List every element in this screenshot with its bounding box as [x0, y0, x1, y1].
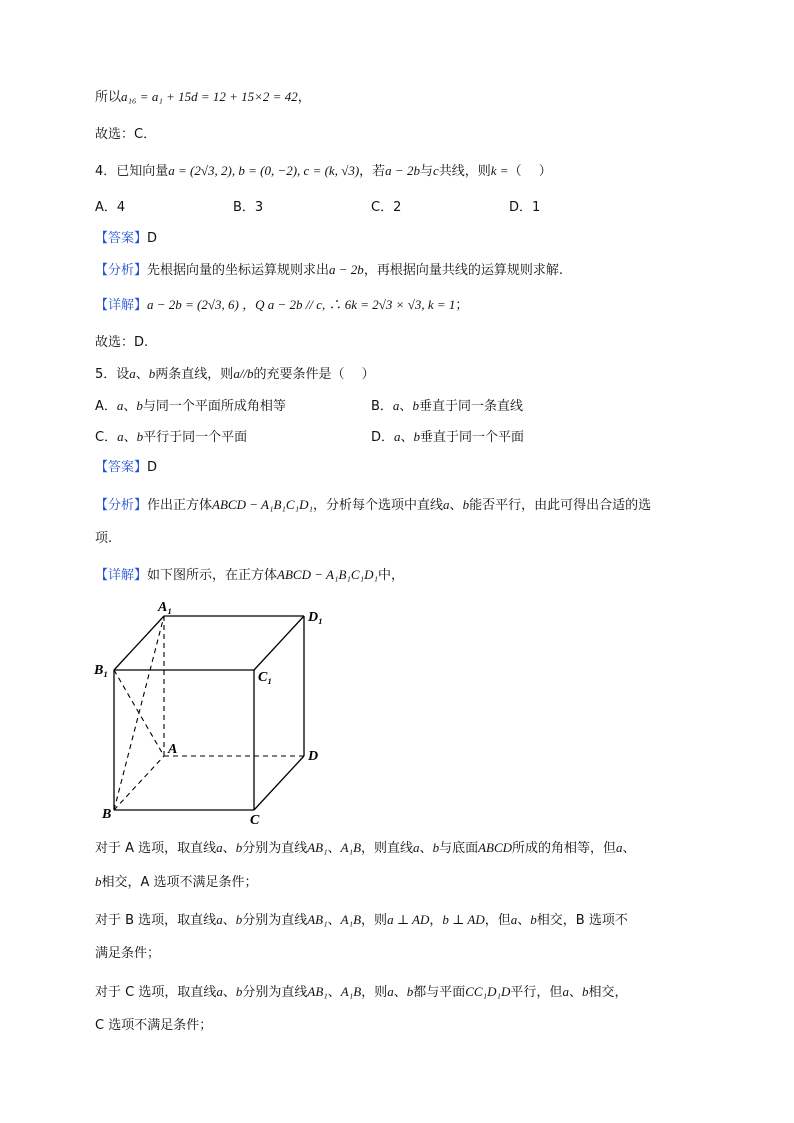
prev-prefix: 所以 — [95, 90, 122, 105]
sep: 、 — [419, 841, 433, 856]
analysis-text: 能否平行，由此可得出合适的选 — [469, 498, 652, 513]
label-c1: C₁ — [258, 670, 273, 685]
var-b: b — [581, 984, 589, 999]
var-a: a — [116, 398, 124, 413]
q4-analysis — [95, 261, 563, 280]
prev-result-line — [95, 88, 311, 107]
q4-option-c: C．2 — [371, 200, 402, 215]
text: ，则 — [361, 985, 388, 1000]
q5-option-d — [371, 428, 524, 447]
var-b: b — [235, 912, 243, 927]
option-letter: C． — [95, 430, 118, 445]
var-a: a — [562, 984, 569, 999]
q4-answer — [95, 230, 157, 248]
q5-stem-text: 5．设 — [95, 367, 130, 382]
plane-cc1d1d: CC₁D₁D — [465, 984, 511, 999]
var-b: b — [530, 912, 537, 927]
edge-c1-d1 — [254, 616, 304, 670]
cube-name: ABCD − A₁B₁C₁D₁ — [212, 497, 314, 512]
text: 分别为直线 — [242, 985, 308, 1000]
sep: 、 — [123, 399, 137, 414]
text: 都与平面 — [413, 985, 466, 1000]
var-a: a — [392, 398, 400, 413]
q4-stem-text: 4．已知向量 — [95, 164, 169, 179]
option-letter: B． — [371, 399, 393, 414]
text: 对于 A 选项，取直线 — [95, 841, 217, 856]
text: 相交，B 选项不 — [536, 913, 628, 928]
label-d1: D₁ — [308, 610, 323, 625]
var-b: b — [136, 398, 143, 413]
answer-value: D — [147, 460, 158, 475]
text: 分别为直线 — [242, 841, 308, 856]
text: 与底面 — [439, 841, 479, 856]
detail-end: ； — [455, 298, 469, 313]
sep: 、 — [517, 913, 531, 928]
var-a: a — [443, 497, 450, 512]
cube-figure — [92, 596, 342, 826]
var-b: b — [136, 429, 144, 444]
detail-text: 如下图所示，在正方体 — [147, 568, 278, 583]
var-a: a — [387, 984, 394, 999]
detail-formula: a − 2b = (2√3, 6) ，Q a − 2b // c, ∴ 6k = 2√3 × √3, k = 1 — [147, 297, 456, 312]
optA-line1 — [95, 839, 636, 858]
text: 相交，A 选项不满足条件； — [101, 875, 258, 890]
label-a: A — [168, 742, 178, 757]
sep: 、 — [327, 913, 341, 928]
label-a1: A₁ — [158, 600, 173, 615]
perp-expr: b ⊥ AD — [442, 912, 485, 927]
q4-stem-text: 共线，则 — [438, 164, 491, 179]
edge-c-d — [254, 756, 304, 810]
q4-detail — [95, 296, 468, 315]
q5-analysis-line2: 项. — [95, 531, 113, 546]
line-a1b: A₁B — [340, 912, 362, 927]
q5-option-b — [371, 397, 523, 416]
sep: 、 — [393, 985, 407, 1000]
q4-stem-text: 与 — [419, 164, 433, 179]
sep: 、 — [622, 841, 636, 856]
sep: 、 — [327, 841, 341, 856]
q5-option-a — [95, 397, 286, 416]
var-a: a — [216, 912, 223, 927]
plane-abcd: ABCD — [478, 840, 513, 855]
var-a: a — [216, 984, 223, 999]
analysis-tag: 【分析】 — [95, 263, 148, 278]
q4-stem-text: （ ） — [508, 164, 552, 179]
q4-expr: a − 2b — [385, 163, 420, 178]
analysis-tag: 【分析】 — [95, 498, 148, 513]
option-letter: A． — [95, 399, 117, 414]
line-a1b: A₁B — [340, 840, 362, 855]
var-a: a — [616, 840, 623, 855]
var-a: a — [413, 840, 420, 855]
optB-line1 — [95, 911, 628, 930]
q5-analysis-line1 — [95, 496, 651, 515]
diag-b-a1 — [114, 616, 164, 810]
optC-line1 — [95, 983, 627, 1002]
var-b: b — [462, 497, 470, 512]
text: 对于 C 选项，取直线 — [95, 985, 217, 1000]
option-text: 与同一个平面所成角相等 — [142, 399, 286, 414]
cube-name: ABCD − A₁B₁C₁D₁ — [277, 567, 379, 582]
label-b: B — [102, 807, 112, 822]
sep: 、 — [400, 430, 414, 445]
var-b: b — [406, 984, 414, 999]
label-d: D — [308, 749, 319, 764]
label-c: C — [250, 813, 260, 826]
var-b: b — [412, 398, 419, 413]
text: ，但 — [484, 913, 511, 928]
text: 所成的角相等，但 — [512, 841, 617, 856]
line-a1b: A₁B — [340, 984, 362, 999]
sep: 、 — [123, 430, 137, 445]
q4-choose: 故选：D. — [95, 335, 149, 350]
text: ，则 — [361, 913, 388, 928]
q5-stem-text: 两条直线，则 — [155, 367, 234, 382]
var-a: a — [394, 429, 401, 444]
line-ab1: AB₁ — [307, 840, 328, 855]
sep: 、 — [327, 985, 341, 1000]
var-a: a — [129, 366, 136, 381]
text: 对于 B 选项，取直线 — [95, 913, 217, 928]
sep: 、 — [222, 985, 236, 1000]
var-b: b — [413, 429, 421, 444]
answer-tag: 【答案】 — [95, 231, 148, 246]
q5-answer — [95, 459, 157, 477]
analysis-text: 先根据向量的坐标运算规则求出 — [147, 263, 330, 278]
text: 分别为直线 — [242, 913, 308, 928]
analysis-text: ，分析每个选项中直线 — [313, 498, 444, 513]
sep: 、 — [222, 841, 236, 856]
q4-k: k = — [490, 163, 509, 178]
analysis-text: ，再根据向量共线的运算规则求解. — [363, 263, 563, 278]
q4-stem-text: ，若 — [359, 164, 386, 179]
detail-tag: 【详解】 — [95, 298, 148, 313]
var-a: a — [510, 912, 518, 927]
var-b: b — [95, 874, 102, 889]
q4-option-b: B．3 — [233, 200, 264, 215]
var-b: b — [235, 840, 243, 855]
optB-line2: 满足条件； — [95, 946, 161, 961]
var-b: b — [432, 840, 440, 855]
q4-option-a: A．4 — [95, 200, 126, 215]
sep: 、 — [222, 913, 236, 928]
optC-line2: C 选项不满足条件； — [95, 1018, 213, 1033]
parallel-expr: a//b — [233, 366, 254, 381]
line-ab1: AB₁ — [307, 912, 328, 927]
line-ab1: AB₁ — [307, 984, 328, 999]
option-text: 平行于同一个平面 — [143, 430, 248, 445]
sep: 、 — [449, 498, 463, 513]
var-b: b — [148, 366, 156, 381]
sep: 、 — [135, 367, 149, 382]
q4-stem — [95, 162, 552, 181]
q5-detail — [95, 566, 404, 585]
sep: 、 — [568, 985, 582, 1000]
q4-option-d: D．1 — [509, 200, 541, 215]
text: ， — [429, 913, 443, 928]
q5-option-c — [95, 428, 247, 447]
sep: 、 — [399, 399, 413, 414]
var-b: b — [235, 984, 243, 999]
perp-expr: a ⊥ AD — [387, 912, 430, 927]
option-letter: D． — [371, 430, 395, 445]
option-text: 垂直于同一条直线 — [418, 399, 523, 414]
answer-tag: 【答案】 — [95, 460, 148, 475]
var-a: a — [117, 429, 124, 444]
text: 相交， — [588, 985, 628, 1000]
text: ，则直线 — [361, 841, 414, 856]
prev-suffix: ， — [297, 90, 311, 105]
detail-text: 中， — [378, 568, 405, 583]
prev-choose: 故选：C． — [95, 127, 157, 142]
option-text: 垂直于同一个平面 — [420, 430, 525, 445]
label-b1: B₁ — [94, 663, 109, 678]
q5-stem — [95, 365, 375, 384]
analysis-text: 作出正方体 — [147, 498, 213, 513]
text: 平行，但 — [510, 985, 563, 1000]
q4-vec-c: c — [432, 163, 439, 178]
optA-line2 — [95, 873, 258, 892]
detail-tag: 【详解】 — [95, 568, 148, 583]
analysis-expr: a − 2b — [329, 262, 364, 277]
answer-value: D — [147, 231, 158, 246]
q5-stem-text: 的充要条件是（ ） — [253, 367, 375, 382]
var-a: a — [216, 840, 223, 855]
prev-formula: a₁₆ = a₁ + 15d = 12 + 15×2 = 42 — [121, 89, 298, 104]
q4-vectors: a = (2√3, 2), b = (0, −2), c = (k, √3) — [168, 163, 360, 178]
